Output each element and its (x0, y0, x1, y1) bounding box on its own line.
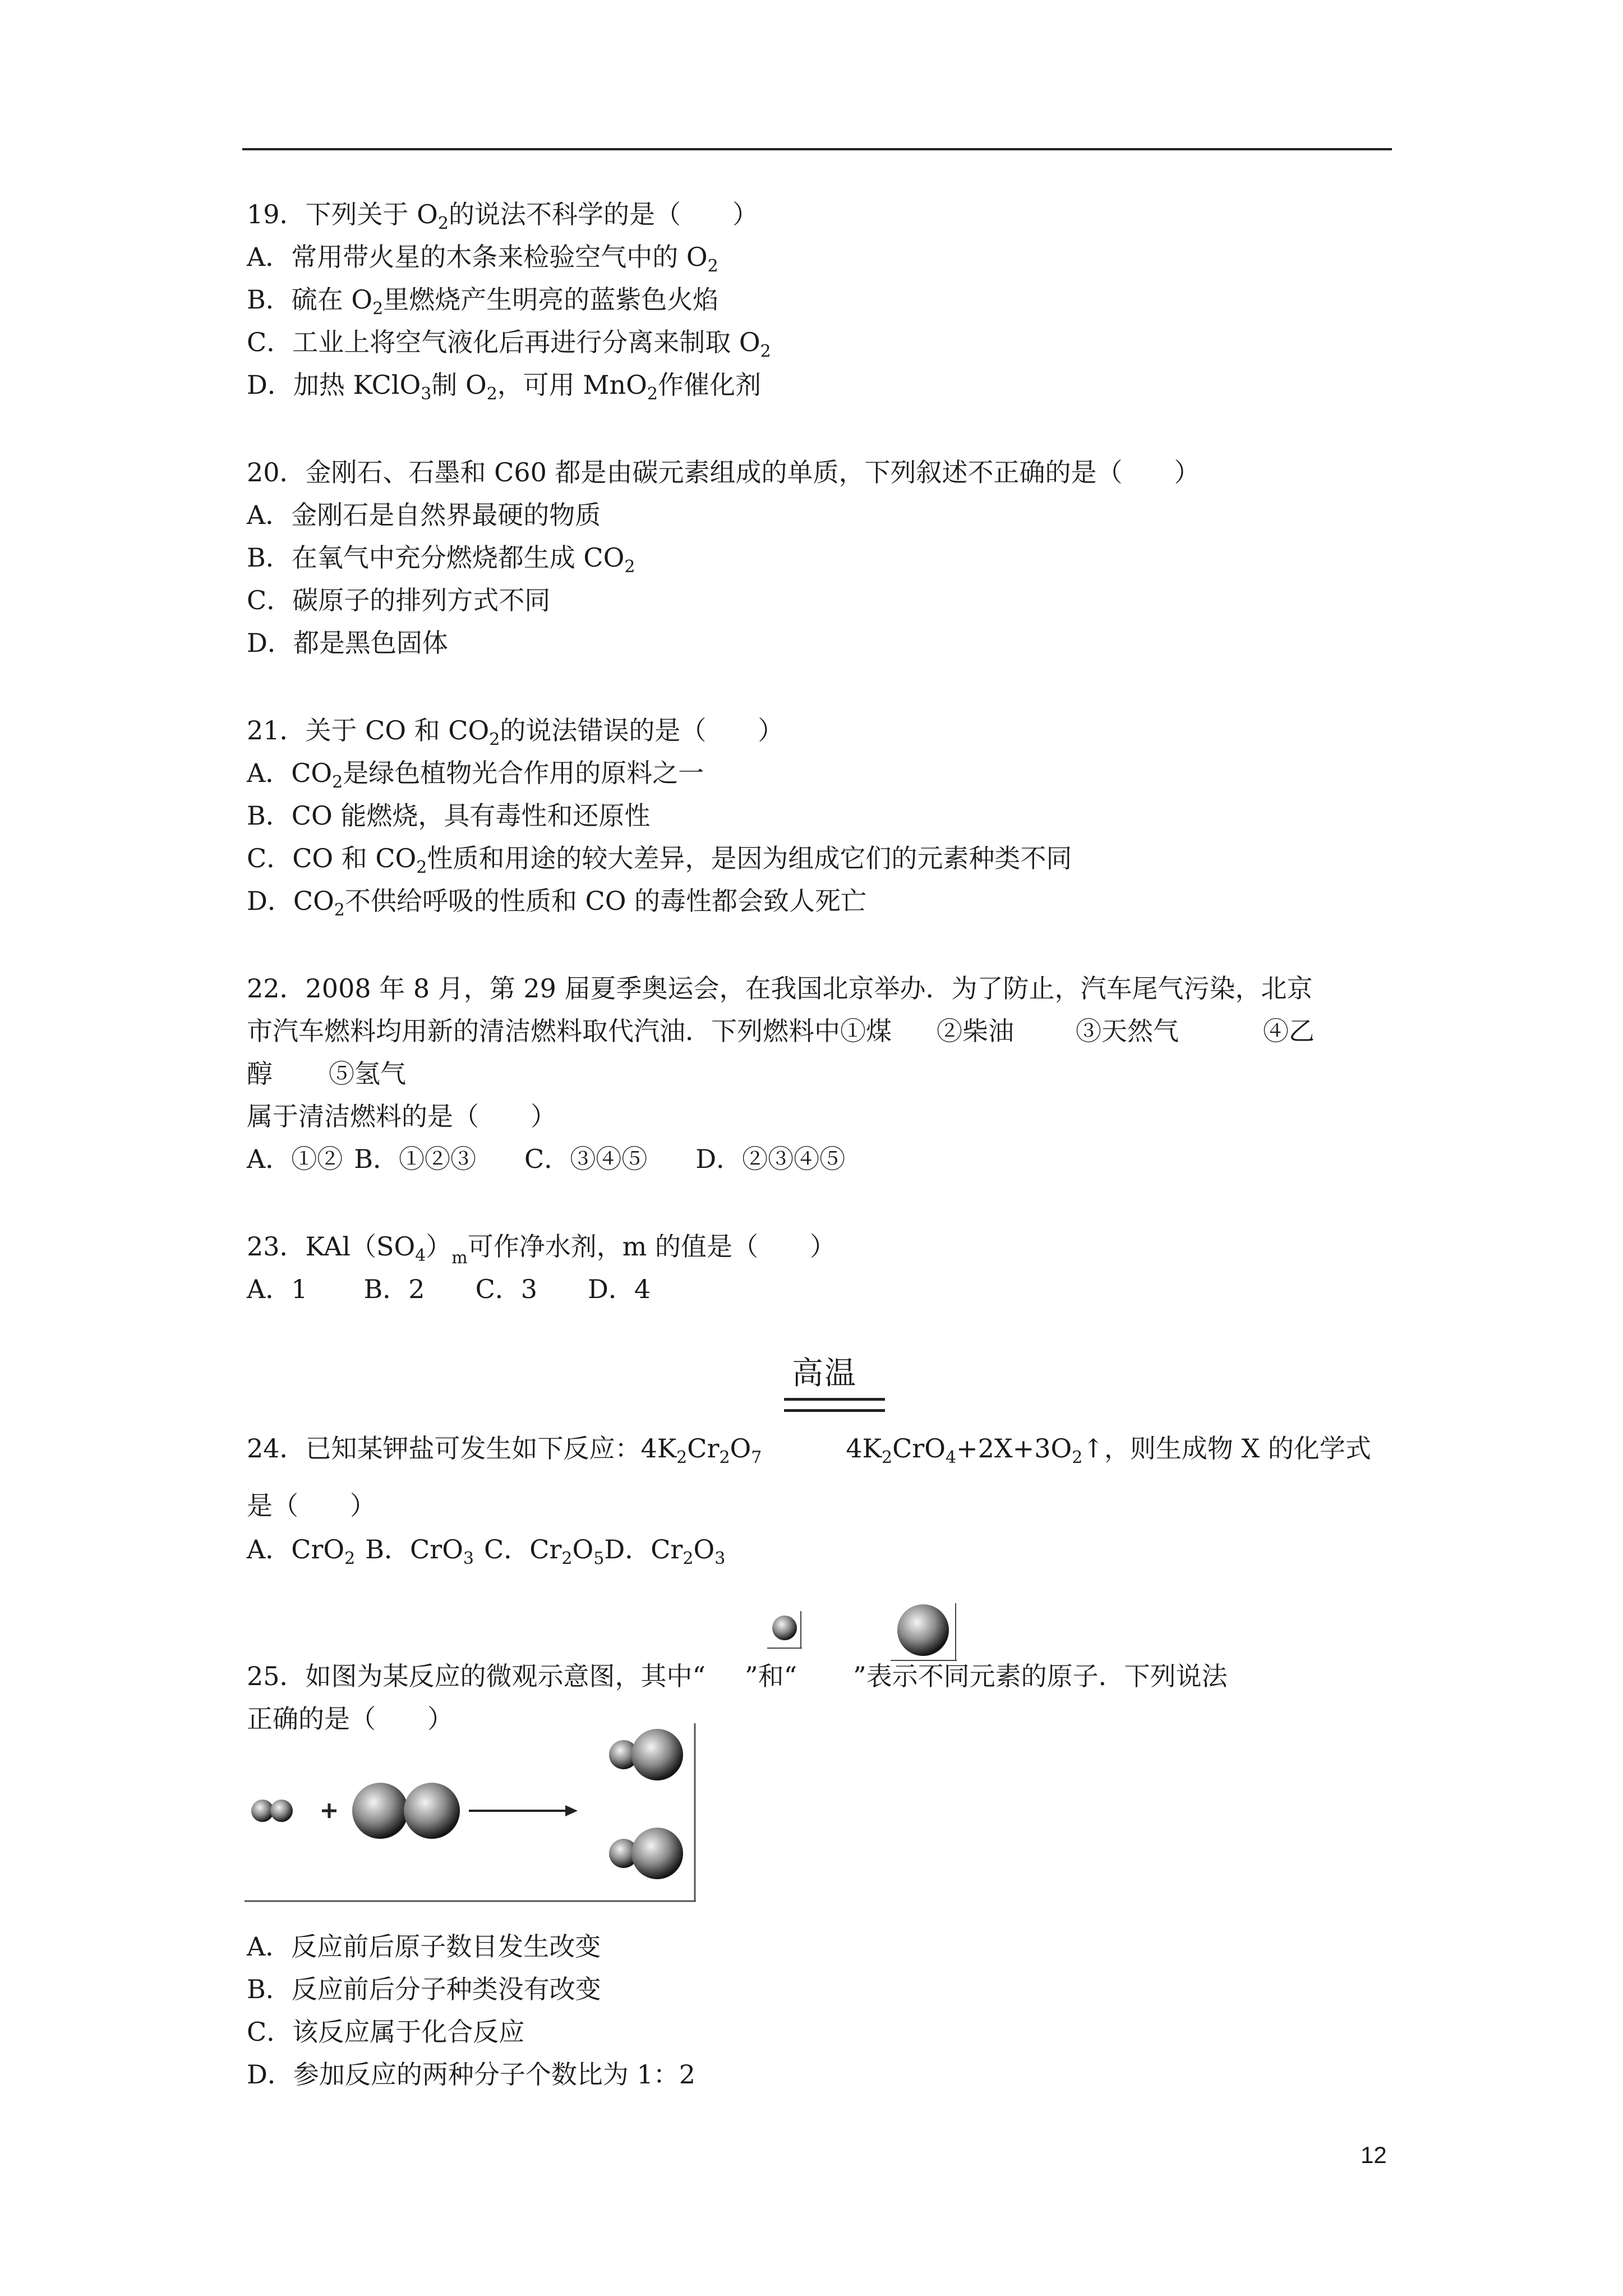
q22-line4: 属于清洁燃料的是（ ） (247, 1101, 556, 1131)
q20-option-d: D．都是黑色固体 (247, 628, 448, 658)
q25-option-c: C．该反应属于化合反应 (247, 2017, 525, 2047)
q25-option-b: B．反应前后分子种类没有改变 (247, 1974, 601, 2004)
header-rule (242, 148, 1392, 150)
q19-option-a: A．常用带火星的木条来检验空气中的 $O_2$ (247, 242, 718, 276)
q22-line2: 市汽车燃料均用新的清洁燃料取代汽油．下列燃料中①煤 ②柴油 ③天然气 ④乙 (247, 1016, 1315, 1046)
q25-stem: 25．如图为某反应的微观示意图，其中“ ”和“ ”表示不同元素的原子．下列说法 (247, 1661, 1228, 1691)
q24-stem-line2: 是（ ） (247, 1490, 376, 1521)
reaction-diagram (245, 1723, 699, 1903)
q24-options: A．CrO$_2$ B．CrO$_3$ C．$Cr_2O_5D$．$Cr_2O_3$ (247, 1534, 726, 1568)
product-molecule-bottom (609, 1828, 683, 1879)
product-molecule-top (609, 1729, 683, 1780)
large-atom-icon (891, 1602, 957, 1662)
reactant-large-molecule (352, 1783, 460, 1839)
q21-stem: 21．关于 CO 和 $CO_2$的说法错误的是（ ） (247, 715, 784, 749)
q25-stem-line2: 正确的是（ ） (247, 1704, 453, 1734)
q25-option-d: D．参加反应的两种分子个数比为 1：2 (247, 2059, 696, 2090)
q20-option-c: C．碳原子的排列方式不同 (247, 585, 551, 615)
q25-option-a: A．反应前后原子数目发生改变 (247, 1931, 601, 1962)
reaction-arrow-bar (784, 1398, 885, 1401)
reaction-arrow (469, 1805, 578, 1816)
q23-options: A．1 B．2 C．3 D．4 (247, 1274, 651, 1304)
q21-option-a: A．$CO_2$是绿色植物光合作用的原料之一 (247, 758, 704, 792)
q20-stem: 20．金刚石、石墨和 C60 都是由碳元素组成的单质，下列叙述不正确的是（ ） (247, 457, 1200, 487)
q21-option-d: D．$CO_2$不供给呼吸的性质和 CO 的毒性都会致人死亡 (247, 886, 867, 920)
plus-sign (322, 1803, 336, 1818)
reaction-condition-label: 高温 (792, 1355, 857, 1392)
q22-line1: 22．2008 年 8 月，第 29 届夏季奥运会，在我国北京举办．为了防止，汽车尾气污染，北京 (247, 973, 1313, 1004)
q21-option-c: C．CO 和 $CO_2$性质和用途的较大差异，是因为组成它们的元素种类不同 (247, 843, 1072, 877)
q19-option-d: D．加热 KClO$_3$制 $O_2$，可用 MnO$_2$作催化剂 (247, 370, 761, 404)
reactant-small-molecule (251, 1800, 293, 1822)
q19-stem: 19．下列关于 $O_2$的说法不科学的是（ ） (247, 199, 758, 233)
q20-option-a: A．金刚石是自然界最硬的物质 (247, 500, 601, 530)
q22-line3: 醇 ⑤氢气 (247, 1059, 406, 1089)
reaction-arrow-bar (784, 1409, 885, 1412)
q19-option-c: C．工业上将空气液化后再进行分离来制取 $O_2$ (247, 327, 771, 361)
q24-stem: 24．已知某钾盐可发生如下反应：$4K_2Cr_2O_7$ $4K_2CrO_4+2X+3O_2↑$，则生成物 X 的化学式 (247, 1433, 1371, 1467)
reaction-condition (784, 1354, 885, 1438)
q19-option-b: B．硫在 $O_2$里燃烧产生明亮的蓝紫色火焰 (247, 284, 719, 319)
small-atom-icon (767, 1609, 802, 1649)
q20-option-b: B．在氧气中充分燃烧都生成 $CO_2$ (247, 542, 635, 577)
page-number: 12 (1361, 2142, 1387, 2168)
q23-stem: 23．$KAl(SO_4)_m$可作净水剂，m 的值是（ ） (247, 1231, 836, 1268)
q21-option-b: B．CO 能燃烧，具有毒性和还原性 (247, 800, 651, 831)
q22-options: A．①② B．①②③ C．③④⑤ D．②③④⑤ (247, 1144, 846, 1174)
